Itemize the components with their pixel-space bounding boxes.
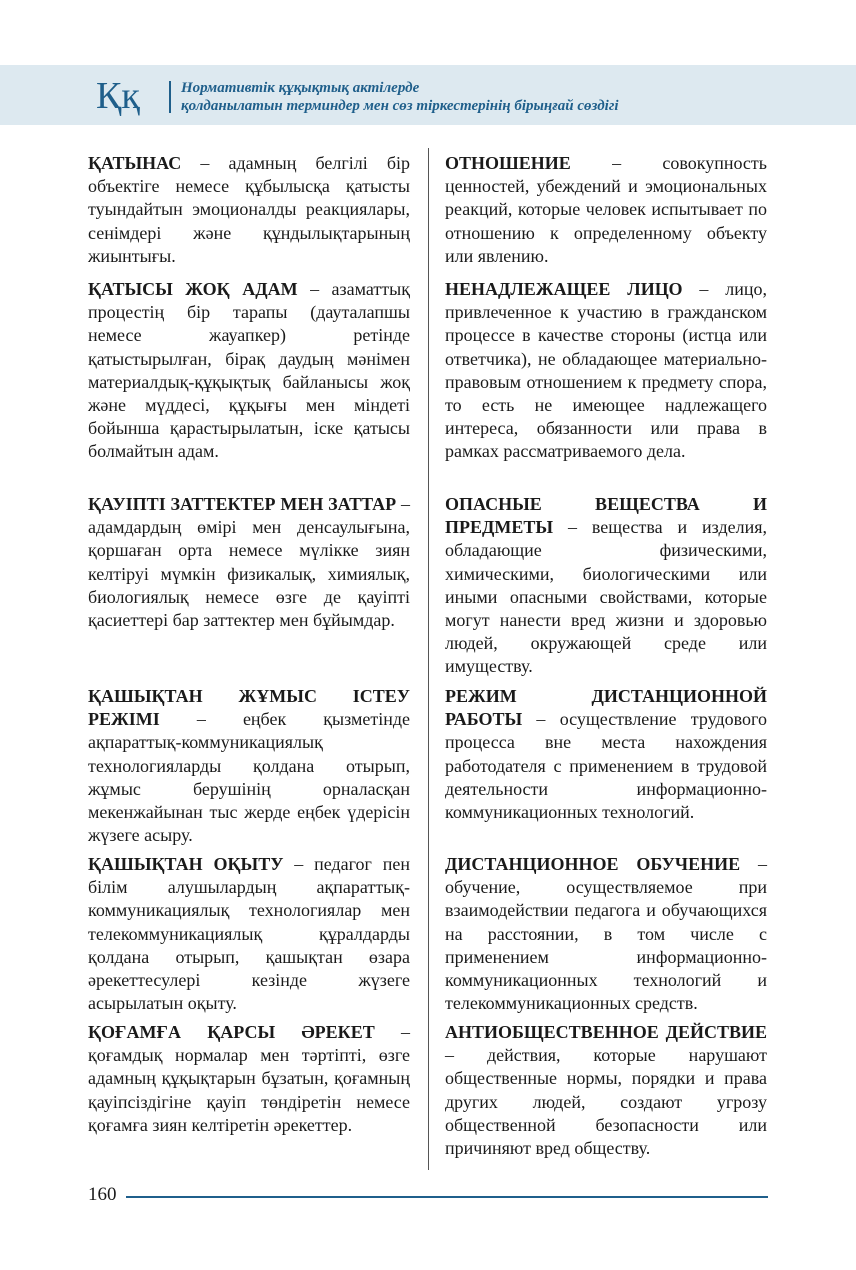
page-header: [0, 65, 856, 125]
entry-definition: – педагог пен білім алушылардың ақпараттық-коммуникациялық технологиялар мен телекоммуникациялық құралдарды қолдана отырып, қашықтан өзара әрекеттесулері кезінде жүзеге асырылатын оқыту.: [88, 854, 410, 1014]
entry-definition: – азаматтық процестің бір тарапы (дауталапшы немесе жауапкер) ретінде қатыстырылған, бірақ даудың мәнімен материалдық-құқықтық байланысы жоқ және мүддесі, құқығы мен міндеті бойынша қарастырылатын, іске қатысы болмайтын адам.: [88, 279, 410, 462]
section-letter: Ққ: [96, 75, 140, 117]
entry-kk-2: [88, 278, 410, 464]
entry-definition: – еңбек қызметінде ақпараттық-коммуникациялық технологияларды қолдана отырып, жұмыс берушінің орналасқан мекенжайынан тыс жерде еңбек үдерісін жүзеге асыру.: [88, 709, 410, 846]
entry-kk-4: [88, 685, 410, 847]
header-title-line2: қолданылатын терминдер мен сөз тіркестерінің бірыңғай сөздігі: [181, 98, 619, 114]
entry-term: ҚАШЫҚТАН ЖҰМЫС ІСТЕУ РЕЖІМІ: [88, 686, 410, 730]
entry-definition: – вещества и изделия, обладающие физическими, химическими, биологическими или иными опасными свойствами, которые могут нанести вред жизни и здоровью людей, окружающей среде или имуществу.: [445, 517, 767, 677]
entry-kk-1: [88, 152, 410, 268]
entry-kk-3: [88, 493, 410, 632]
entry-term: ҚАТЫНАС: [88, 153, 182, 173]
entry-definition: – действия, которые нарушают общественные нормы, порядки и права других людей, создают угрозу общественной безопасности или причиняют вред обществу.: [445, 1045, 767, 1159]
entry-ru-2: [445, 278, 767, 464]
entry-ru-5: [445, 853, 767, 1015]
entry-definition: – совокупность ценностей, убеждений и эмоциональных реакций, которые человек испытывает по отношению к определенному объекту или явлению.: [445, 153, 767, 266]
entry-term: ҚАТЫСЫ ЖОҚ АДАМ: [88, 279, 298, 299]
entry-term: РЕЖИМ ДИСТАНЦИОННОЙ РАБОТЫ: [445, 686, 767, 730]
header-title-line1: Нормативтік құқықтық актілерде: [181, 80, 420, 96]
header-divider: [169, 81, 171, 113]
header-title: [181, 79, 619, 115]
entry-definition: – осуществление трудового процесса вне места нахождения работодателя с применением в трудовой деятельности информационно-коммуникационных технологий.: [445, 709, 767, 823]
entry-kk-5: [88, 853, 410, 1015]
entry-term: ҚАУІПТІ ЗАТТЕКТЕР МЕН ЗАТТАР: [88, 494, 397, 514]
page-number: 160: [88, 1184, 117, 1205]
entry-term: НЕНАДЛЕЖАЩЕЕ ЛИЦО: [445, 279, 683, 299]
entry-definition: – адамның белгілі бір объектіге немесе құбылысқа қатысты туындайтын эмоционалды реакциялары, сенімдері және құндылықтарының жиынтығы.: [88, 153, 410, 266]
entry-ru-3: [445, 493, 767, 679]
entry-term: ОПАСНЫЕ ВЕЩЕСТВА И ПРЕДМЕТЫ: [445, 494, 767, 538]
column-divider: [428, 148, 429, 1170]
entry-definition: – қоғамдық нормалар мен тәртіпті, өзге адамның құқықтарын бұзатын, қоғамның қауіпсіздігіне қауіп төндіретін немесе қоғамға зиян келтіретін әрекеттер.: [88, 1022, 410, 1135]
entry-term: ДИСТАНЦИОННОЕ ОБУЧЕНИЕ: [445, 854, 741, 874]
entry-ru-6: [445, 1021, 767, 1160]
entry-term: АНТИОБЩЕСТВЕННОЕ ДЕЙСТВИЕ: [445, 1022, 767, 1042]
entry-term: ҚОҒАМҒА ҚАРСЫ ӘРЕКЕТ: [88, 1022, 375, 1042]
entry-term: ОТНОШЕНИЕ: [445, 153, 571, 173]
footer-rule: [126, 1196, 768, 1198]
entry-ru-1: [445, 152, 767, 268]
entry-kk-6: [88, 1021, 410, 1137]
entry-definition: – лицо, привлеченное к участию в гражданском процессе в качестве стороны (истца или ответчика), не обладающее материально-правовым отношением к предмету спора, то есть не имеющее надлежащего интереса, обязанности или права в рамках рассматриваемого дела.: [445, 279, 768, 462]
entry-term: ҚАШЫҚТАН ОҚЫТУ: [88, 854, 284, 874]
entry-ru-4: [445, 685, 767, 824]
entry-definition: – адамдардың өмірі мен денсаулығына, қоршаған орта немесе мүлікке зиян келтіруі мүмкін физикалық, химиялық, биологиялық немесе өзге де қауіпті қасиеттері бар заттектер мен бұйымдар.: [88, 494, 411, 631]
entry-definition: – обучение, осуществляемое при взаимодействии педагога и обучающихся на расстоянии, в том числе с применением информационно-коммуникационных технологий и телекоммуникационных средств.: [445, 854, 767, 1014]
